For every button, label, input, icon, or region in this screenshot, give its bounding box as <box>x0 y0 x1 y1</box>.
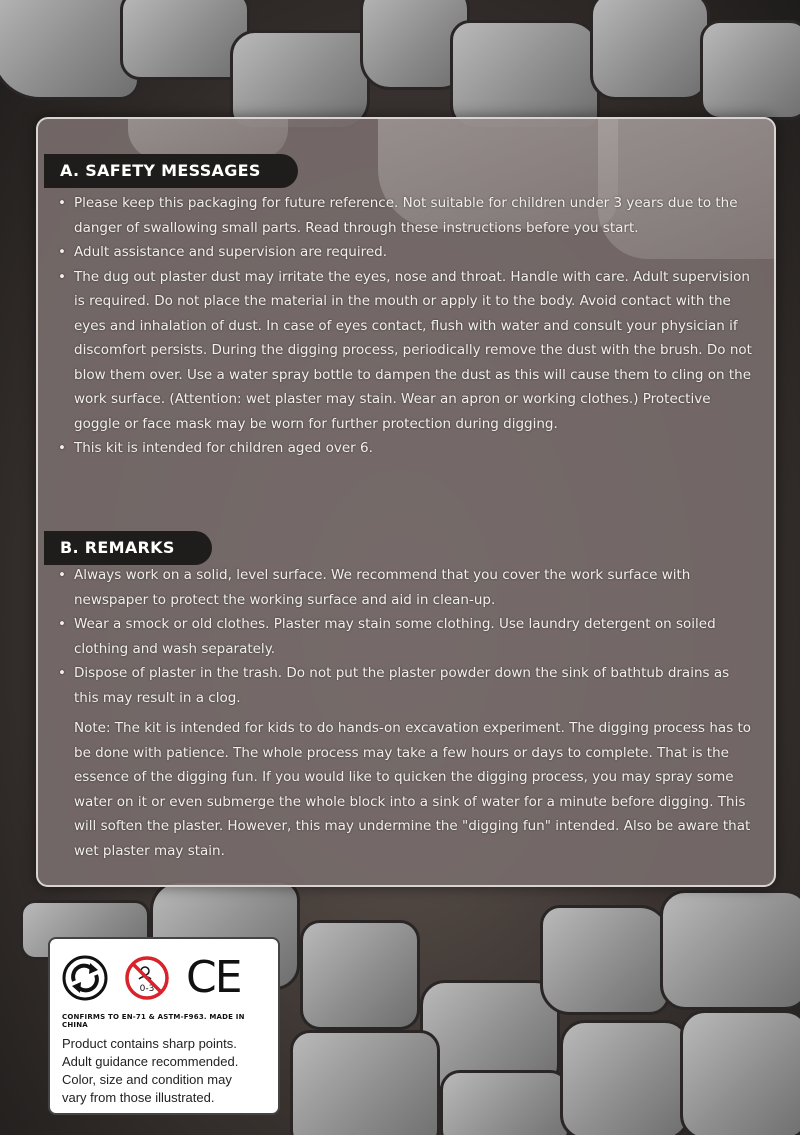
note-text: Note: The kit is intended for kids to do hands-on excavation experiment. The digging process has to be done with patience. The whole process may take a few hours or days to complete. That is the essence of the digging fun. If you would like to quicken the digging process, you may spray some water on it or even submerge the whole block into a sink of water for a minute before digging. This will soften the plaster. However, this may undermine the "digging fun" intended. Also be aware that wet plaster may stain. <box>74 720 752 859</box>
warning-line: Color, size and condition may <box>62 1072 232 1087</box>
recycle-icon <box>62 955 108 1001</box>
list-item: • Adult assistance and supervision are required. <box>58 240 756 265</box>
list-item: • Wear a smock or old clothes. Plaster may stain some clothing. Use laundry detergent on soiled clothing and wash separately. <box>58 612 756 661</box>
list-item: • Always work on a solid, level surface. We recommend that you cover the work surface with newspaper to protect the working surface and aid in clean-up. <box>58 563 756 612</box>
warning-line: Product contains sharp points. <box>62 1036 237 1051</box>
list-item: • The dug out plaster dust may irritate the eyes, nose and throat. Handle with care. Adult supervision is required. Do not place the material in the mouth or apply it to the body. Avoid contact with the eyes and inhalation of dust. In case of eyes contact, flush with water and consult your physician if discomfort persists. During the digging process, periodically remove the dust with the brush. Do not blow them over. Use a water spray bottle to dampen the dust as this will cause them to cling on the work surface. (Attention: wet plaster may stain. Wear an apron or working clothes.) Protective goggle or face mask may be worn for further protection during digging. <box>58 265 756 437</box>
safety-messages-header <box>44 154 298 188</box>
remarks-title: B. REMARKS <box>60 538 175 557</box>
no-under-3-icon <box>124 955 170 1001</box>
warning-line: Adult guidance recommended. <box>62 1054 239 1069</box>
instructions-panel <box>36 117 776 887</box>
warning-text <box>62 1035 266 1107</box>
warning-line: vary from those illustrated. <box>62 1090 215 1105</box>
compliance-label <box>48 937 280 1115</box>
age-range-text: 0-3 <box>139 984 155 994</box>
safety-messages-title: A. SAFETY MESSAGES <box>60 161 261 180</box>
safety-messages-list <box>58 191 756 461</box>
remarks-list <box>58 563 756 710</box>
list-item: • Dispose of plaster in the trash. Do not put the plaster powder down the sink of bathtub drains as this may result in a clog. <box>58 661 756 710</box>
list-item: • This kit is intended for children aged over 6. <box>58 436 756 461</box>
ce-mark-icon: CE <box>186 952 241 1003</box>
confirms-text: CONFIRMS TO EN-71 & ASTM-F963. MADE IN CHINA <box>62 1013 245 1029</box>
list-item: • Please keep this packaging for future reference. Not suitable for children under 3 years due to the danger of swallowing small parts. Read through these instructions before you start. <box>58 191 756 240</box>
remarks-header <box>44 531 212 565</box>
compliance-icons <box>62 949 266 1007</box>
